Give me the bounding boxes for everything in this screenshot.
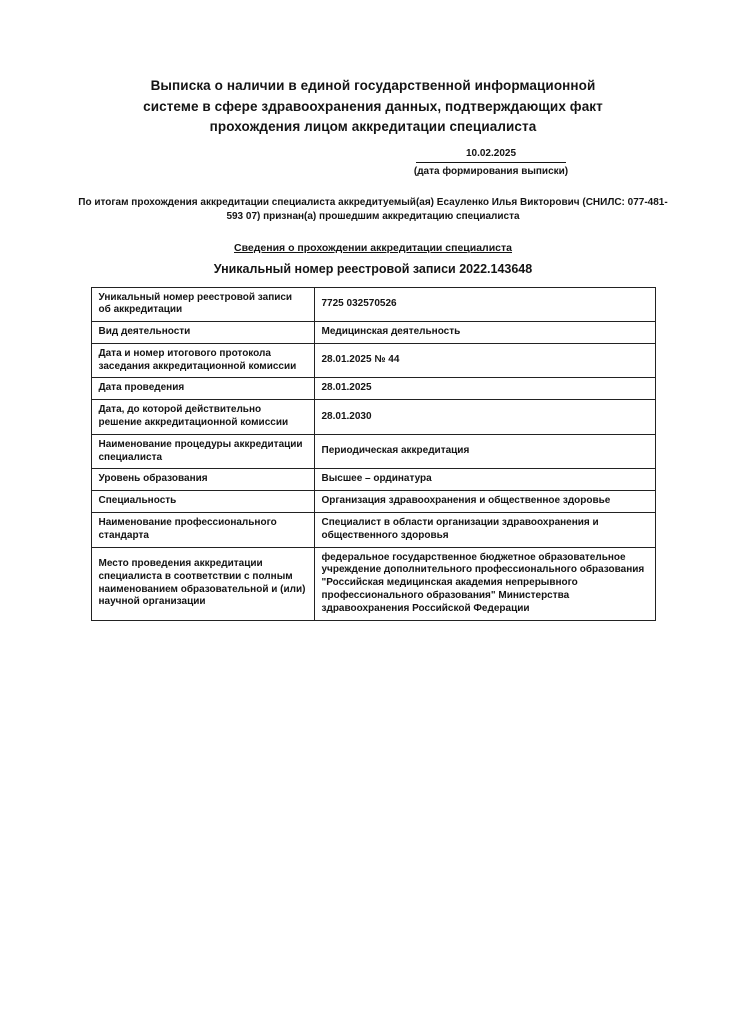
extract-date: 10.02.2025 — [416, 147, 566, 163]
accreditation-table — [91, 287, 656, 621]
row-value: 7725 032570526 — [314, 287, 655, 322]
table-row — [91, 547, 655, 620]
registry-number-heading: Уникальный номер реестровой записи 2022.143648 — [213, 261, 533, 276]
table-row — [91, 343, 655, 378]
row-value: Организация здравоохранения и общественное здоровье — [314, 491, 655, 513]
table-row — [91, 378, 655, 400]
row-value: Периодическая аккредитация — [314, 434, 655, 469]
extract-date-block — [406, 147, 576, 178]
document-title-line: Выписка о наличии в единой государственной информационной — [150, 78, 596, 93]
intro-paragraph-line: По итогам прохождения аккредитации специалиста аккредитуемый(ая) Есауленко Илья Викторович (СНИЛС: 077-481- — [78, 196, 668, 208]
row-label: Специальность — [91, 491, 314, 513]
table-row — [91, 400, 655, 435]
table-row — [91, 513, 655, 548]
row-label: Дата и номер итогового протокола заседания аккредитационной комиссии — [91, 343, 314, 378]
row-label: Дата проведения — [91, 378, 314, 400]
accreditation-table-body — [91, 287, 655, 620]
table-row — [91, 287, 655, 322]
row-label: Наименование профессионального стандарта — [91, 513, 314, 548]
row-value: Медицинская деятельность — [314, 322, 655, 344]
section-heading: Сведения о прохождении аккредитации специалиста — [234, 241, 512, 254]
intro-paragraph — [0, 196, 746, 224]
row-label: Уровень образования — [91, 469, 314, 491]
row-value: 28.01.2030 — [314, 400, 655, 435]
row-value: Высшее – ординатура — [314, 469, 655, 491]
document-title-line: системе в сфере здравоохранения данных, подтверждающих факт — [143, 98, 603, 114]
extract-date-caption: (дата формирования выписки) — [413, 165, 569, 177]
table-row — [91, 434, 655, 469]
document-title-line: прохождения лицом аккредитации специалиста — [209, 119, 537, 134]
row-label: Уникальный номер реестровой записи об аккредитации — [91, 287, 314, 322]
row-value: 28.01.2025 № 44 — [314, 343, 655, 378]
table-row — [91, 491, 655, 513]
intro-paragraph-line: 593 07) признан(а) прошедшим аккредитацию специалиста — [226, 210, 520, 222]
row-label: Дата, до которой действительно решение аккредитационной комиссии — [91, 400, 314, 435]
document-title — [0, 0, 746, 138]
table-row — [91, 469, 655, 491]
row-value: федеральное государственное бюджетное образовательное учреждение дополнительного профессионального образования "Российская медицинская академия непрерывного профессионального образования" Министерства здравоохранения Российской Федерации — [314, 547, 655, 620]
row-value: Специалист в области организации здравоохранения и общественного здоровья — [314, 513, 655, 548]
row-label: Наименование процедуры аккредитации специалиста — [91, 434, 314, 469]
row-label: Вид деятельности — [91, 322, 314, 344]
row-value: 28.01.2025 — [314, 378, 655, 400]
row-label: Место проведения аккредитации специалиста в соответствии с полным наименованием образовательной и (или) научной организации — [91, 547, 314, 620]
table-row — [91, 322, 655, 344]
